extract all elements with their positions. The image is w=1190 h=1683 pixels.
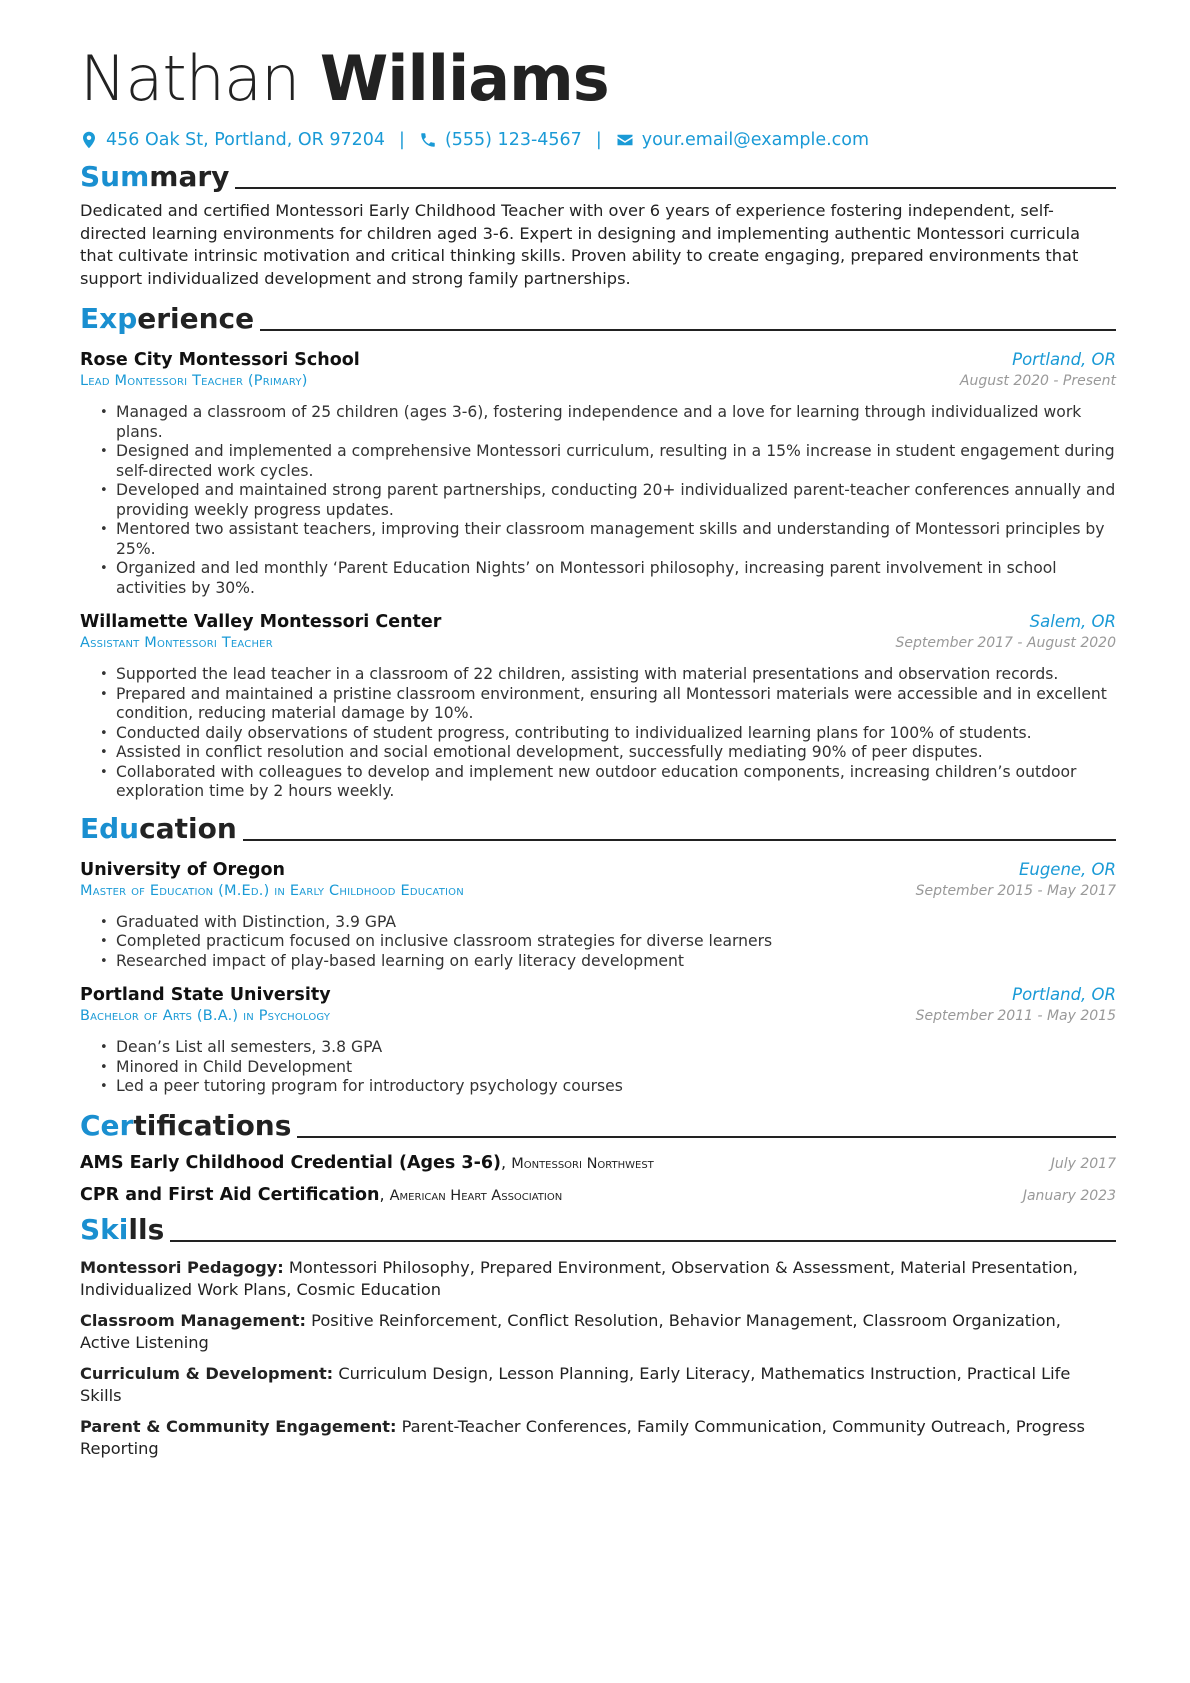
list-item: • Managed a classroom of 25 children (ages 3-6), fostering independence and a love for learning through individualized work plans. [100,403,1116,442]
list-item: • Collaborated with colleagues to develop and implement new outdoor education components, increasing children’s outdoor exploration time by 2 hours weekly. [100,763,1116,802]
envelope-icon [616,131,634,149]
skill-group [80,1416,1116,1460]
school-name: Portland State University [80,985,331,1005]
email-text: your.email@example.com [641,130,870,150]
employer-name: Willamette Valley Montessori Center [80,612,442,632]
heading-accent: Exp [80,302,138,335]
section-rule [243,839,1116,841]
skill-group-values: Positive Reinforcement, Conflict Resolution, Behavior Management, Classroom Organization, Active Listening [80,1310,1061,1352]
resume-page [80,40,1116,1460]
section-rule [170,1240,1116,1242]
education-entry [80,860,1116,972]
certification-issuer: American Heart Association [389,1187,563,1204]
summary-heading [80,160,1116,194]
school-location: Eugene, OR [1018,859,1116,879]
heading-rest: erience [137,302,255,335]
job-location: Portland, OR [1012,350,1116,369]
phone[interactable] [419,130,582,150]
list-item: • Led a peer tutoring program for introductory psychology courses [100,1077,1116,1097]
list-item: • Researched impact of play-based learning on early literacy development [100,952,1116,972]
heading-accent: Edu [80,811,140,845]
heading-accent: Cer [80,1108,134,1142]
skill-group [80,1363,1116,1407]
job-location: Salem, OR [1029,612,1116,631]
job-dates: September 2017 - August 2020 [895,635,1116,651]
list-item: • Conducted daily observations of student progress, contributing to individualized learning plans for 100% of students. [100,724,1116,744]
skill-group-label: Montessori Pedagogy: [80,1257,284,1277]
list-item: • Organized and led monthly ‘Parent Education Nights’ on Montessori philosophy, increasing parent involvement in school activities by 30%. [100,559,1116,598]
address [80,130,385,150]
job-title: Assistant Montessori Teacher [80,635,273,651]
job-dates: August 2020 - Present [959,373,1116,389]
heading-rest: mary [149,160,230,193]
contact-separator: | [595,130,602,150]
section-rule [260,329,1116,331]
heading-rest: cation [139,811,237,845]
skill-group-values: Parent-Teacher Conferences, Family Communication, Community Outreach, Progress Reporting [80,1416,1085,1458]
last-name: Williams [319,42,609,115]
certification-name: AMS Early Childhood Credential (Ages 3-6) [80,1152,502,1173]
contact-info [80,130,1116,150]
education-entry [80,985,1116,1097]
experience-heading [80,302,1116,336]
list-item: • Assisted in conflict resolution and social emotional development, successfully mediating 90% of peer disputes. [100,743,1116,763]
candidate-name [80,40,1116,118]
job-bullets [80,665,1116,802]
certification-name: CPR and First Aid Certification [80,1184,380,1205]
list-item: • Developed and maintained strong parent partnerships, conducting 20+ individualized parent-teacher conferences annually and providing weekly progress updates. [100,481,1116,520]
experience-entry [80,350,1116,598]
section-rule [235,187,1116,189]
list-item: • Supported the lead teacher in a classroom of 22 children, assisting with material presentations and observation records. [100,665,1116,685]
degree: Bachelor of Arts (B.A.) in Psychology [80,1008,331,1024]
certification-item: CPR and First Aid Certification, American Heart Association January 2023 [80,1184,1116,1205]
skills-heading [80,1213,1116,1247]
certification-date: January 2023 [1022,1187,1116,1204]
certifications-heading [80,1109,1116,1143]
certification-item: AMS Early Childhood Credential (Ages 3-6), Montessori Northwest July 2017 [80,1152,1116,1173]
list-item: • Completed practicum focused on inclusive classroom strategies for diverse learners [100,932,1116,952]
phone-icon [419,131,437,149]
skill-group-label: Curriculum & Development: [80,1363,334,1383]
list-item: • Minored in Child Development [100,1058,1116,1078]
degree: Master of Education (M.Ed.) in Early Childhood Education [80,882,464,899]
phone-text: (555) 123-4567 [444,130,582,150]
list-item: • Graduated with Distinction, 3.9 GPA [100,913,1116,933]
list-item: • Designed and implemented a comprehensive Montessori curriculum, resulting in a 15% increase in student engagement during self-directed work cycles. [100,442,1116,481]
certification-issuer: Montessori Northwest [511,1155,654,1172]
study-dates: September 2015 - May 2017 [915,882,1116,899]
first-name: Nathan [80,42,300,115]
heading-accent: Sum [80,160,150,193]
study-dates: September 2011 - May 2015 [915,1008,1116,1024]
skill-group-label: Parent & Community Engagement: [80,1416,397,1436]
job-bullets [80,403,1116,598]
heading-rest: tifications [133,1108,292,1142]
list-item: • Mentored two assistant teachers, improving their classroom management skills and understanding of Montessori principles by 25%. [100,520,1116,559]
list-item: • Dean’s List all semesters, 3.8 GPA [100,1038,1116,1058]
school-location: Portland, OR [1012,985,1116,1004]
experience-entry [80,612,1116,802]
heading-accent: Ski [80,1212,129,1246]
education-bullets [80,913,1116,972]
section-rule [297,1136,1116,1138]
contact-separator: | [399,130,405,150]
education-heading [80,812,1116,846]
heading-rest: lls [128,1212,165,1246]
education-bullets [80,1038,1116,1097]
map-pin-icon [80,131,98,149]
school-name: University of Oregon [80,859,285,880]
skill-group-values: Curriculum Design, Lesson Planning, Early Literacy, Mathematics Instruction, Practical Life Skills [80,1363,1071,1405]
employer-name: Rose City Montessori School [80,350,360,370]
skill-group [80,1310,1116,1354]
email[interactable] [616,130,869,150]
skill-group-label: Classroom Management: [80,1310,306,1330]
summary-text: Dedicated and certified Montessori Early Childhood Teacher with over 6 years of experience fostering independent, self-directed learning environments for children aged 3-6. Expert in designing and implementing authentic Montessori curricula that cultivate intrinsic motivation and critical thinking skills. Proven ability to create engaging, prepared environments that support individualized development and strong family partnerships. [80,201,1081,288]
certification-date: July 2017 [1050,1155,1116,1172]
job-title: Lead Montessori Teacher (Primary) [80,373,308,389]
skill-group [80,1257,1116,1301]
address-text: 456 Oak St, Portland, OR 97204 [106,130,386,150]
list-item: • Prepared and maintained a pristine classroom environment, ensuring all Montessori materials were accessible and in excellent condition, reducing material damage by 10%. [100,685,1116,724]
skill-group-values: Montessori Philosophy, Prepared Environment, Observation & Assessment, Material Presentation, Individualized Work Plans, Cosmic Education [80,1257,1078,1299]
